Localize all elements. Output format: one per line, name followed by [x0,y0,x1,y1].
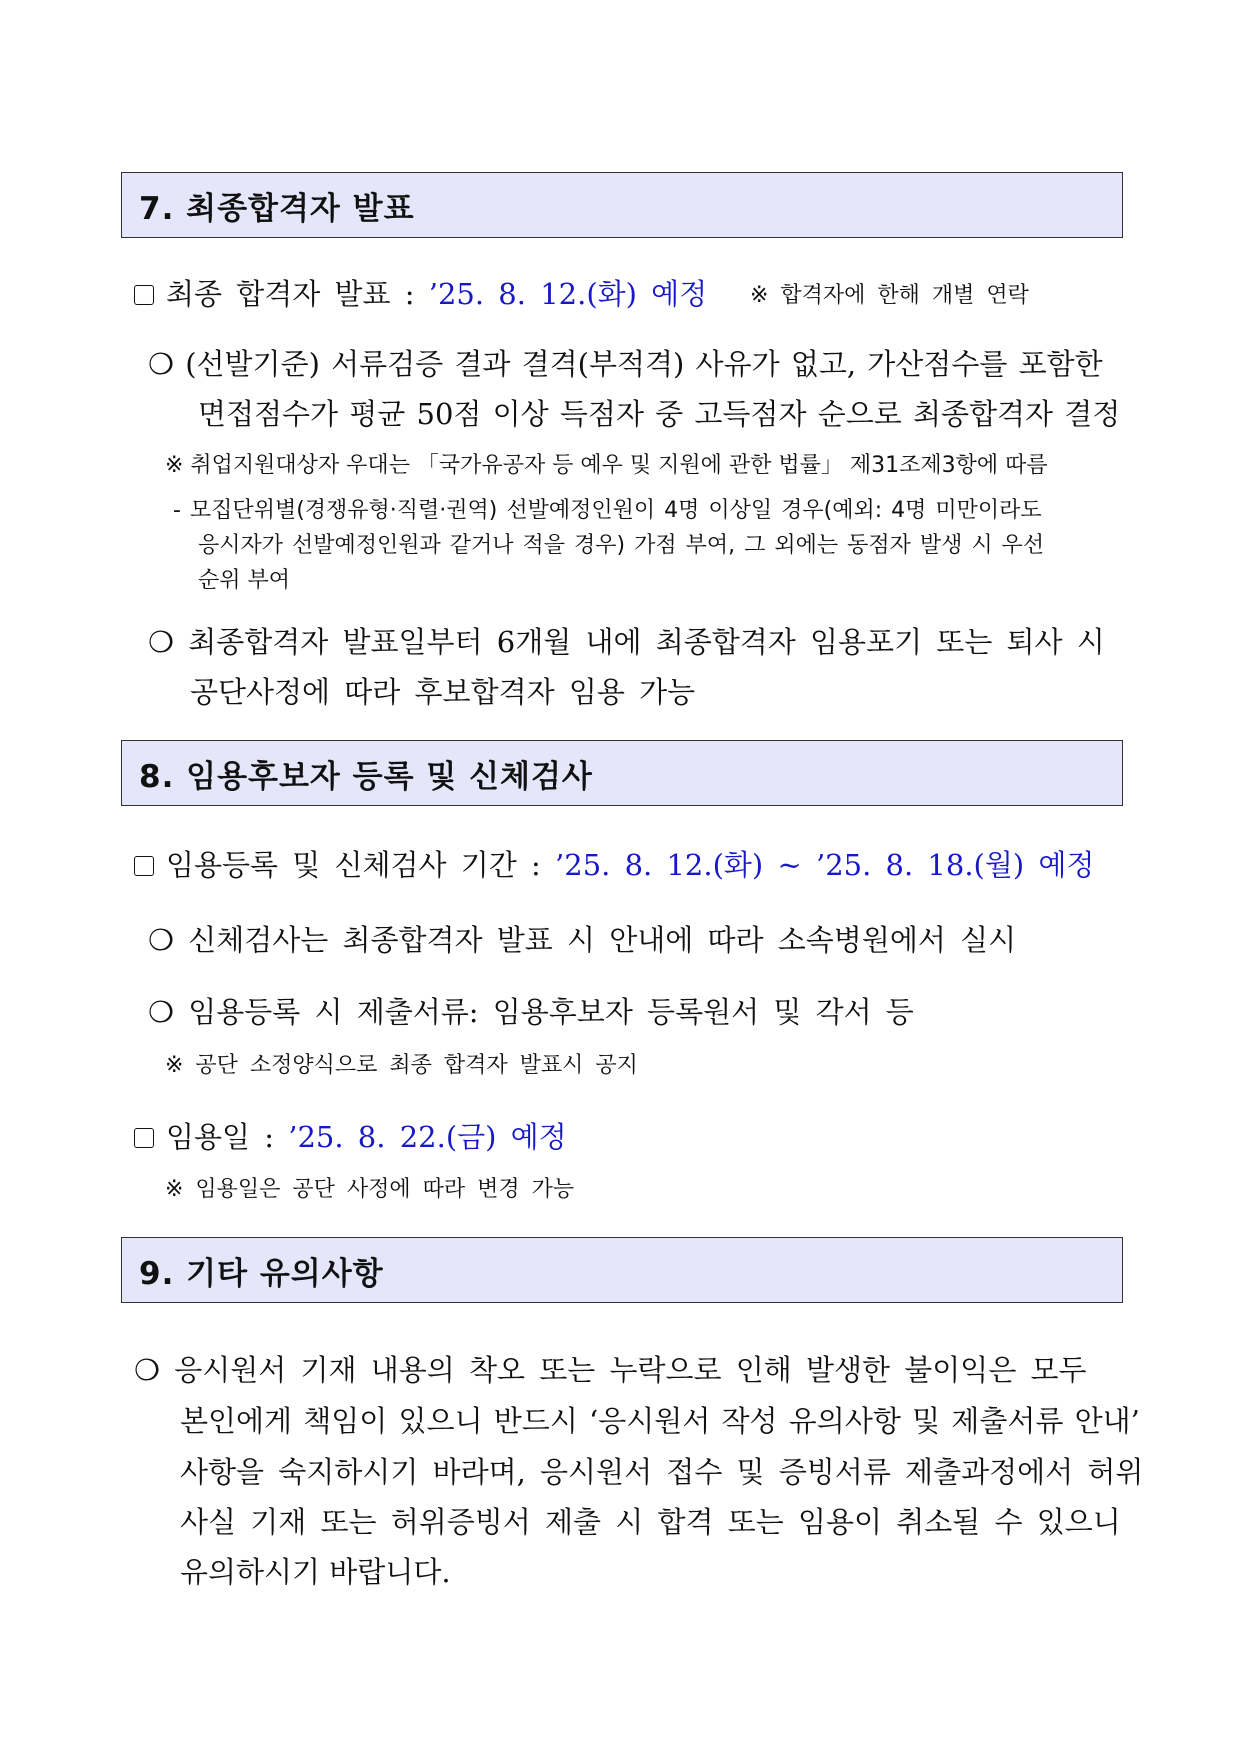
section-8-title: 8. 임용후보자 등록 및 신체검사 [139,758,593,795]
criteria-line-1: ❍ (선발기준) 서류검증 결과 결격(부적격) 사유가 없고, 가산점수를 포함한 [148,347,1103,381]
notice-line-5: 유의하시기 바랍니다. [180,1555,451,1589]
announcement-note: ※ 합격자에 한해 개별 연락 [750,283,1029,308]
checkbox-square-icon [134,856,154,876]
section-7-title: 7. 최종합격자 발표 [139,190,415,227]
notice-line-2: 본인에게 책임이 있으니 반드시 ‘응시원서 작성 유의사항 및 제출서류 안내’ [180,1404,1140,1438]
appointment-note: ※ 임용일은 공단 사정에 따라 변경 가능 [165,1177,575,1202]
notice-line-1: ❍ 응시원서 기재 내용의 착오 또는 누락으로 인해 발생한 불이익은 모두 [134,1353,1087,1387]
checkbox-square-icon [134,1128,154,1148]
medical-exam-line: ❍ 신체검사는 최종합격자 발표 시 안내에 따라 소속병원에서 실시 [148,923,1017,957]
section-9-title: 9. 기타 유의사항 [139,1255,384,1292]
appointment-date: ’25. 8. 22.(금) 예정 [288,1120,567,1154]
registration-period-line [134,843,1094,884]
documents-line: ❍ 임용등록 시 제출서류: 임용후보자 등록원서 및 각서 등 [148,995,914,1029]
section-7-header [121,172,1123,238]
registration-period-label: 임용등록 및 신체검사 기간 : [166,848,556,882]
announcement-label: 최종 합격자 발표 : [166,277,429,311]
documents-note: ※ 공단 소정양식으로 최종 합격자 발표시 공지 [165,1053,638,1078]
appointment-label: 임용일 : [166,1120,289,1154]
alternate-line-1: ❍ 최종합격자 발표일부터 6개월 내에 최종합격자 임용포기 또는 퇴사 시 [148,625,1105,659]
criteria-dash-line-1: - 모집단위별(경쟁유형·직렬·권역) 선발예정인원이 4명 이상일 경우(예외: 4명 미만이라도 [173,498,1042,523]
notice-line-3: 사항을 숙지하시기 바라며, 응시원서 접수 및 증빙서류 제출과정에서 허위 [180,1455,1144,1489]
notice-line-4: 사실 기재 또는 허위증빙서 제출 시 합격 또는 임용이 취소될 수 있으니 [180,1505,1121,1539]
section-9-header [121,1237,1123,1303]
checkbox-square-icon [134,285,154,305]
criteria-line-2: 면접점수가 평균 50점 이상 득점자 중 고득점자 순으로 최종합격자 결정 [198,397,1121,431]
criteria-dash-line-3: 순위 부여 [198,568,291,593]
announcement-date: ’25. 8. 12.(화) 예정 [428,277,708,311]
announcement-line [134,272,707,313]
section-8-header [121,740,1123,806]
registration-period-date: ’25. 8. 12.(화) ~ ’25. 8. 18.(월) 예정 [555,848,1095,882]
appointment-line [134,1115,567,1156]
criteria-dash-line-2: 응시자가 선발예정인원과 같거나 적을 경우) 가점 부여, 그 외에는 동점자 발생 시 우선 [198,533,1045,558]
alternate-line-2: 공단사정에 따라 후보합격자 임용 가능 [190,675,696,709]
criteria-note: ※ 취업지원대상자 우대는 「국가유공자 등 예우 및 지원에 관한 법률」 제31조제3항에 따름 [165,453,1048,478]
